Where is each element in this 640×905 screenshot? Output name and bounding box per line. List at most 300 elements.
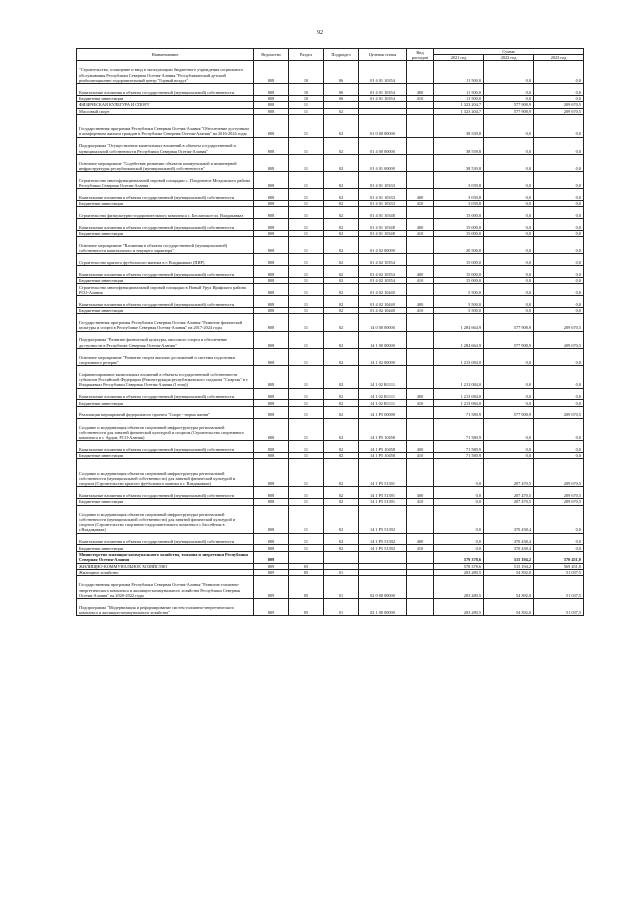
cell-name: Основное мероприятие "Содействие развитию объектов коммунальной и инженерной инфраструктуры республиканской (муниципальной) собственности" [77,154,254,171]
cell-name: Создание и модернизация объектов спортивной инфраструктуры региональной собственности (муниципальной собственности) для занятий физической культурой и спортом (Строительство спортивно-оздоровительного комплекса с бассейном в г.Владикавказ) [77,505,254,533]
cell-target: 01 4 01 10333 [359,200,407,206]
cell-sum-2021: 5 500,0 [434,296,484,308]
cell-sum-2022: 207 470,5 [484,499,534,505]
cell-expense: 400 [407,266,434,278]
table-row [77,331,584,348]
cell-sum-2021: 3 039,8 [434,171,484,188]
cell-sum-2022: 515 194,2 [484,563,534,569]
cell-section: 11 [289,331,324,348]
cell-sum-2021: 15 000,0 [434,254,484,266]
cell-subsection: 02 [324,545,359,551]
header-subsection: Подраздел [324,49,359,61]
cell-section: 11 [289,137,324,154]
cell-subsection: 02 [324,533,359,545]
cell-sum-2021: 578 378,6 [434,563,484,569]
cell-expense: 410 [407,452,434,458]
cell-name: Строительство многофункциональной игровой площадки с. Плодовитое Моздокского района Республики Северная Осетия-Алания [77,171,254,188]
cell-ministry: 809 [254,576,289,599]
cell-sum-2023: 0,0 [534,308,584,314]
cell-target: 14 1 P5 51391 [359,487,407,499]
cell-section: 11 [289,266,324,278]
cell-sum-2022: 207 470,5 [484,459,534,487]
cell-sum-2022: 370 438,4 [484,545,534,551]
cell-name: ЖИЛИЩНО-КОММУНАЛЬНОЕ ХОЗЯЙСТВО [77,563,254,569]
cell-section: 05 [289,598,324,615]
cell-expense: 400 [407,84,434,96]
cell-subsection: 06 [324,95,359,101]
cell-sum-2021: 71 580,9 [434,452,484,458]
cell-section: 11 [289,237,324,254]
cell-ministry: 808 [254,505,289,533]
cell-section: 11 [289,418,324,441]
cell-sum-2021: 203 280,5 [434,569,484,575]
cell-subsection: 02 [324,308,359,314]
cell-sum-2022: 0,0 [484,452,534,458]
cell-target: 01 4 02 10354 [359,266,407,278]
header-expense: Вид расходов [407,49,434,61]
cell-subsection: 02 [324,266,359,278]
cell-subsection: 02 [324,400,359,406]
cell-name: Софинансирование капитальных вложений в объекты государственной собственности субъектов Российской Федерации (Реконструкция республиканского стадиона "Спартак" в г. Владикавказ Республики Северная Осетия-Алания (I этап)) [77,366,254,389]
cell-sum-2021: 11 500,0 [434,61,484,84]
cell-ministry: 808 [254,61,289,84]
cell-sum-2023: 209 670,5 [534,487,584,499]
cell-expense: 400 [407,388,434,400]
cell-section: 11 [289,533,324,545]
cell-sum-2022: 0,0 [484,278,534,284]
cell-sum-2022: 0,0 [484,230,534,236]
cell-section: 11 [289,230,324,236]
cell-section: 10 [289,61,324,84]
cell-sum-2022: 54 392,0 [484,576,534,599]
table-row [77,388,584,400]
cell-name: Строительство крытого футбольного манежа в г. Владикавказ (ПИР) [77,254,254,266]
cell-name: "Строительство, оснащение и ввод в эксплуатацию бюджетного учреждения социального обслуживания Республики Северная Осетия-Алания "Республиканский детский реабилитационно-оздоровительный центр "Горный воздух" [77,61,254,84]
cell-expense [407,137,434,154]
cell-subsection: 02 [324,108,359,114]
cell-target: 14 1 00 00000 [359,331,407,348]
cell-subsection: 02 [324,418,359,441]
table-row [77,576,584,599]
cell-expense [407,207,434,219]
cell-ministry: 808 [254,545,289,551]
cell-target: 01 4 01 10333 [359,171,407,188]
table-row [77,348,584,365]
table-row [77,418,584,441]
cell-name: ФИЗИЧЕСКАЯ КУЛЬТУРА И СПОРТ [77,102,254,108]
table-row [77,154,584,171]
cell-ministry: 808 [254,108,289,114]
cell-subsection: 02 [324,388,359,400]
cell-subsection: 01 [324,576,359,599]
cell-ministry: 808 [254,400,289,406]
cell-name: Подпрограмма "Развитие физической культуры, массового спорта и обеспечение доступности в Республике Северная Осетия-Алания" [77,331,254,348]
table-row [77,505,584,533]
header-target: Целевая статья [359,49,407,61]
cell-ministry: 808 [254,331,289,348]
cell-expense [407,237,434,254]
cell-ministry: 808 [254,171,289,188]
table-row [77,171,584,188]
cell-subsection: 01 [324,569,359,575]
cell-expense: 400 [407,296,434,308]
cell-sum-2021: 15 000,0 [434,278,484,284]
cell-sum-2023: 0,0 [534,348,584,365]
cell-target: 14 0 00 00000 [359,314,407,331]
table-row [77,219,584,231]
table-row [77,61,584,84]
cell-expense: 400 [407,441,434,453]
cell-subsection: 02 [324,230,359,236]
cell-sum-2023: 0,0 [534,296,584,308]
cell-target: 14 1 P5 10458 [359,452,407,458]
cell-target: 02 1 00 00000 [359,598,407,615]
cell-target: 01 4 00 00000 [359,137,407,154]
cell-sum-2022: 0,0 [484,154,534,171]
cell-section: 11 [289,278,324,284]
table-row [77,207,584,219]
cell-target: 14 1 P5 10458 [359,441,407,453]
cell-section: 05 [289,569,324,575]
cell-sum-2021: 20 500,0 [434,237,484,254]
cell-subsection: 02 [324,207,359,219]
cell-sum-2021: 1 323 204,7 [434,108,484,114]
cell-ministry: 808 [254,487,289,499]
cell-name: Капитальные вложения в объекты государственной (муниципальной) собственности [77,388,254,400]
cell-sum-2021: 0,0 [434,533,484,545]
table-row [77,314,584,331]
cell-target [359,551,407,563]
table-row [77,266,584,278]
cell-target: 14 1 P5 10458 [359,418,407,441]
cell-name: Капитальные вложения в объекты государственной (муниципальной) собственности [77,219,254,231]
table-row [77,533,584,545]
cell-sum-2023: 0,0 [534,230,584,236]
cell-expense [407,598,434,615]
cell-name: Массовый спорт [77,108,254,114]
cell-sum-2022: 0,0 [484,266,534,278]
cell-sum-2023: 0,0 [534,441,584,453]
cell-sum-2021: 3 039,8 [434,189,484,201]
cell-sum-2022: 0,0 [484,296,534,308]
cell-sum-2023: 209 670,5 [534,406,584,418]
cell-sum-2023: 0,0 [534,254,584,266]
cell-name: Бюджетные инвестиции [77,452,254,458]
cell-section: 11 [289,452,324,458]
header-section: Раздел [289,49,324,61]
cell-sum-2022: 0,0 [484,441,534,453]
cell-subsection: 02 [324,296,359,308]
cell-target: 01 4 01 10348 [359,207,407,219]
cell-ministry: 808 [254,154,289,171]
cell-expense [407,154,434,171]
table-row [77,137,584,154]
cell-sum-2023: 0,0 [534,284,584,296]
cell-name: Бюджетные инвестиции [77,95,254,101]
cell-target: 01 4 02 10440 [359,296,407,308]
cell-target: 14 1 02 R1111 [359,400,407,406]
cell-ministry: 808 [254,278,289,284]
cell-sum-2022: 0,0 [484,348,534,365]
table-row [77,237,584,254]
cell-sum-2023: 0,0 [534,137,584,154]
cell-target: 14 1 P5 00000 [359,406,407,418]
cell-target: 01 4 02 10440 [359,308,407,314]
cell-section: 11 [289,189,324,201]
cell-subsection: 02 [324,459,359,487]
cell-sum-2022: 54 392,0 [484,569,534,575]
cell-sum-2022: 0,0 [484,284,534,296]
cell-name: Министерство жилищно-коммунального хозяйства, топлива и энергетики Республики Северная Осетия-Алания [77,551,254,563]
cell-sum-2021: 38 539,8 [434,114,484,137]
cell-ministry: 808 [254,388,289,400]
cell-name: Создание и модернизация объектов спортивной инфраструктуры региональной собственности для занятий физической культурой и спортом (Строительство спортивного комплекса в г. Ардон, РСО-Алания) [77,418,254,441]
cell-ministry: 808 [254,189,289,201]
cell-sum-2021: 579 378,6 [434,551,484,563]
cell-section: 11 [289,545,324,551]
table-row [77,114,584,137]
cell-sum-2023: 0,0 [534,207,584,219]
cell-name: Бюджетные инвестиции [77,400,254,406]
cell-sum-2022: 370 438,4 [484,505,534,533]
cell-section: 11 [289,348,324,365]
cell-subsection: 02 [324,406,359,418]
table-row [77,551,584,563]
cell-sum-2021: 11 500,0 [434,84,484,96]
header-name: Наименование [77,49,254,61]
cell-name: Государственная программа Республики Северная Осетия-Алания "Развитие топливно-энергетического комплекса и жилищно-коммунального хозяйства Республики Северная Осетия-Алания" на 2020-2022 годы [77,576,254,599]
cell-expense [407,418,434,441]
cell-target: 01 0 00 00000 [359,114,407,137]
cell-sum-2022: 0,0 [484,254,534,266]
cell-ministry: 808 [254,533,289,545]
cell-target: 01 4 01 10348 [359,230,407,236]
cell-sum-2023: 51 037,5 [534,598,584,615]
cell-expense [407,314,434,331]
cell-name: Капитальные вложения в объекты государственной (муниципальной) собственности [77,189,254,201]
cell-ministry: 808 [254,102,289,108]
cell-expense [407,366,434,389]
cell-ministry: 809 [254,551,289,563]
cell-sum-2023: 569 451,0 [534,563,584,569]
cell-sum-2021: 1 213 084,0 [434,400,484,406]
cell-subsection: 02 [324,314,359,331]
cell-sum-2023: 0,0 [534,114,584,137]
cell-ministry: 808 [254,314,289,331]
cell-subsection: 02 [324,189,359,201]
cell-section: 11 [289,219,324,231]
header-year-2021: 2021 год [434,55,484,61]
cell-target: 14 1 P5 51392 [359,533,407,545]
cell-sum-2021: 15 000,0 [434,266,484,278]
cell-sum-2022: 0,0 [484,400,534,406]
cell-ministry: 808 [254,219,289,231]
cell-expense [407,114,434,137]
cell-sum-2022: 370 438,4 [484,533,534,545]
cell-section: 11 [289,366,324,389]
cell-sum-2022: 0,0 [484,84,534,96]
cell-subsection: 02 [324,366,359,389]
cell-sum-2022: 0,0 [484,418,534,441]
cell-sum-2023: 0,0 [534,219,584,231]
cell-section: 10 [289,95,324,101]
cell-subsection: 01 [324,598,359,615]
cell-subsection: 02 [324,237,359,254]
cell-target: 01 4 01 10354 [359,61,407,84]
cell-sum-2021: 71 580,9 [434,406,484,418]
table-row [77,284,584,296]
cell-expense [407,171,434,188]
cell-section: 11 [289,308,324,314]
cell-section: 11 [289,314,324,331]
cell-section: 11 [289,254,324,266]
cell-target: 01 4 02 00000 [359,237,407,254]
cell-target: 01 4 01 10354 [359,95,407,101]
table-row [77,366,584,389]
header-year-2022: 2022 год [484,55,534,61]
cell-sum-2021: 0,0 [434,499,484,505]
cell-section: 11 [289,499,324,505]
cell-section: 11 [289,108,324,114]
cell-section: 05 [289,563,324,569]
cell-ministry: 808 [254,207,289,219]
cell-name: Государственная программа Республики Северная Осетия-Алания "Обеспечение доступным и комфортным жильем граждан в Республике Северная Осетия-Алания" на 2016-2024 годы [77,114,254,137]
cell-sum-2022: 577 908,9 [484,108,534,114]
cell-subsection: 02 [324,505,359,533]
cell-ministry: 808 [254,418,289,441]
cell-sum-2023: 209 670,5 [534,102,584,108]
cell-name: Капитальные вложения в объекты государственной (муниципальной) собственности [77,533,254,545]
cell-name: Капитальные вложения в объекты государственной (муниципальной) собственности [77,296,254,308]
cell-sum-2023: 209 670,5 [534,314,584,331]
cell-name: Основное мероприятие "Развитие спорта высших достижений и системы подготовки спортивного резерва" [77,348,254,365]
cell-sum-2021: 15 000,0 [434,207,484,219]
cell-name: Государственная программа Республики Северная Осетия-Алания "Развитие физической культуры и спорта в Республике Северная Осетия-Алания" на 2017-2024 годы [77,314,254,331]
cell-name: Жилищное хозяйство [77,569,254,575]
cell-expense: 400 [407,219,434,231]
cell-sum-2023: 0,0 [534,278,584,284]
cell-sum-2022: 0,0 [484,189,534,201]
cell-expense [407,254,434,266]
cell-sum-2021: 1 323 204,7 [434,102,484,108]
cell-sum-2023: 209 670,5 [534,459,584,487]
cell-ministry: 809 [254,569,289,575]
cell-section: 11 [289,441,324,453]
cell-subsection: 02 [324,114,359,137]
cell-sum-2022: 515 194,2 [484,551,534,563]
cell-subsection: 02 [324,219,359,231]
cell-ministry: 808 [254,406,289,418]
cell-sum-2021: 0,0 [434,487,484,499]
cell-sum-2023: 0,0 [534,505,584,533]
cell-ministry: 808 [254,308,289,314]
table-row [77,406,584,418]
cell-sum-2021: 0,0 [434,505,484,533]
cell-sum-2023: 570 451,0 [534,551,584,563]
cell-expense [407,348,434,365]
cell-target: 01 4 01 10354 [359,84,407,96]
cell-section: 11 [289,406,324,418]
cell-sum-2022: 577 908,9 [484,406,534,418]
cell-ministry: 808 [254,237,289,254]
cell-section: 11 [289,296,324,308]
cell-sum-2023: 0,0 [534,266,584,278]
cell-target: 01 4 02 10354 [359,254,407,266]
cell-expense [407,576,434,599]
cell-subsection: 02 [324,278,359,284]
cell-expense: 410 [407,545,434,551]
cell-sum-2022: 577 908,9 [484,102,534,108]
cell-name: Капитальные вложения в объекты государственной (муниципальной) собственности [77,441,254,453]
cell-sum-2023: 0,0 [534,154,584,171]
cell-name: Бюджетные инвестиции [77,499,254,505]
cell-expense: 410 [407,278,434,284]
table-row [77,84,584,96]
cell-sum-2023: 51 037,5 [534,576,584,599]
cell-target: 01 4 01 10333 [359,189,407,201]
cell-sum-2023: 0,0 [534,95,584,101]
cell-ministry: 808 [254,230,289,236]
cell-expense [407,505,434,533]
cell-target: 14 1 02 00000 [359,348,407,365]
cell-sum-2022: 207 470,5 [484,487,534,499]
cell-ministry: 808 [254,366,289,389]
cell-name: Подпрограмма "Модернизация и реформирование систем топливно-энергетического комплекса и жилищно-коммунального хозяйства" [77,598,254,615]
cell-expense: 410 [407,200,434,206]
cell-subsection: 02 [324,171,359,188]
cell-ministry: 808 [254,348,289,365]
cell-name: Строительство многофункциональной игровой площадки в Новый Урух Ирафского района РСО-Алания [77,284,254,296]
cell-section: 11 [289,200,324,206]
table-body [77,61,584,616]
cell-sum-2021: 11 500,0 [434,95,484,101]
cell-sum-2021: 1 213 084,0 [434,366,484,389]
cell-expense [407,551,434,563]
cell-sum-2022: 54 392,0 [484,598,534,615]
cell-ministry: 808 [254,459,289,487]
cell-expense: 410 [407,308,434,314]
cell-sum-2021: 1 213 084,0 [434,388,484,400]
cell-section: 11 [289,400,324,406]
cell-ministry: 808 [254,441,289,453]
cell-sum-2023: 209 670,5 [534,108,584,114]
cell-name: Капитальные вложения в объекты государственной (муниципальной) собственности [77,84,254,96]
cell-name: Создание и модернизация объектов спортивной инфраструктуры региональной собственности (муниципальной собственности) для занятий физической культурой и спортом (Строительство крытого футбольного манежа в г. Владикавказ) [77,459,254,487]
cell-section: 11 [289,284,324,296]
cell-section: 11 [289,505,324,533]
cell-sum-2022: 0,0 [484,366,534,389]
cell-sum-2023: 0,0 [534,418,584,441]
cell-name: Бюджетные инвестиции [77,200,254,206]
cell-sum-2023: 0,0 [534,61,584,84]
cell-sum-2023: 0,0 [534,366,584,389]
cell-name: Бюджетные инвестиции [77,308,254,314]
cell-section: 05 [289,576,324,599]
cell-subsection: 02 [324,441,359,453]
cell-ministry: 808 [254,499,289,505]
cell-sum-2022: 577 908,9 [484,331,534,348]
cell-section: 11 [289,207,324,219]
cell-expense [407,284,434,296]
cell-expense: 400 [407,189,434,201]
cell-subsection: 02 [324,254,359,266]
header-year-2023: 2023 год [534,55,584,61]
cell-subsection: 02 [324,452,359,458]
cell-target: 14 1 02 R1111 [359,366,407,389]
cell-sum-2023: 0,0 [534,545,584,551]
cell-sum-2021: 15 000,0 [434,230,484,236]
cell-subsection: 02 [324,284,359,296]
